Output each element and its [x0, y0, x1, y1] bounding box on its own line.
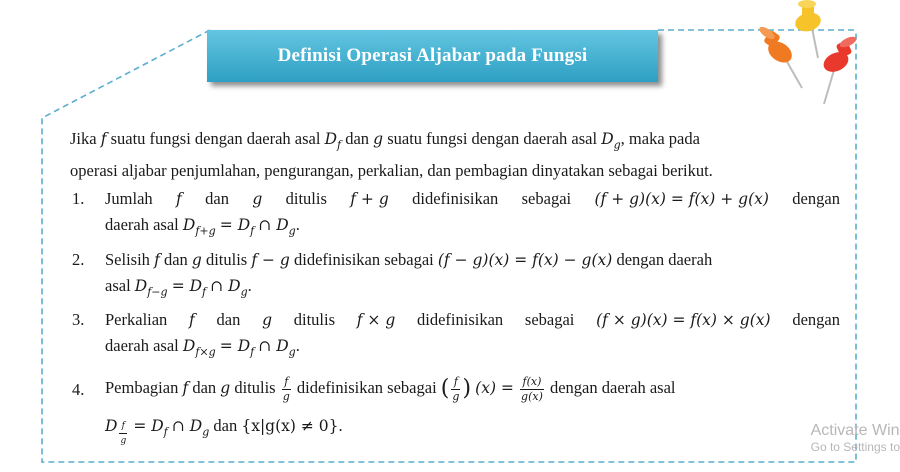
list-item: 3. Perkalian f dan g ditulis f × g didefinisikan sebagai (f × g)(x) = f(x) × g(x) dengan daerah asal $D_{f\times g} = D_f$ ∩ $D_g$.	[72, 309, 840, 359]
page-title: Definisi Operasi Aljabar pada Fungsi	[277, 45, 588, 66]
orange-pin-icon	[757, 25, 802, 88]
activation-watermark	[811, 422, 900, 454]
definition-content	[70, 126, 840, 453]
operations-list	[70, 186, 840, 452]
red-pin-icon	[820, 35, 857, 104]
intro-paragraph	[70, 126, 840, 184]
intro-line-2: operasi aljabar penjumlahan, pengurangan, perkalian, dan pembagian dinyatakan sebagai berikut.	[70, 161, 713, 181]
title-banner	[207, 30, 658, 82]
push-pins-icon	[750, 0, 860, 110]
list-item: 4. Pembagian f dan g ditulis $\frac{f}{g}$ didefinisikan sebagai ( $\frac{f}{g}$ ) (x) = $\frac{f(x)}{g(x)}$ dengan daerah asal D $\frac{f}{g}$ = $D_f$ ∩ $D_g$ dan {x|g(x) ≠ 0}.	[72, 374, 676, 447]
watermark-line-1: Activate Win	[810, 422, 900, 439]
intro-line-1: Jika f suatu fungsi dengan daerah asal $D_f$ dan g suatu fungsi dengan daerah asal $D_g$, maka pada	[70, 129, 700, 152]
list-item: 1. Jumlah f dan g ditulis f + g didefinisikan sebagai (f + g)(x) = f(x) + g(x) dengan daerah asal $D_{f+g} = D_f$ ∩ $D_g$.	[72, 189, 840, 238]
watermark-line-2: Go to Settings to	[810, 440, 900, 454]
list-item: 2. Selisih f dan g ditulis f − g didefinisikan sebagai (f − g)(x) = f(x) − g(x) dengan daerah asal $D_{f-g} = D_f$ ∩ $D_g$.	[72, 249, 713, 298]
yellow-pin-icon	[793, 0, 823, 58]
